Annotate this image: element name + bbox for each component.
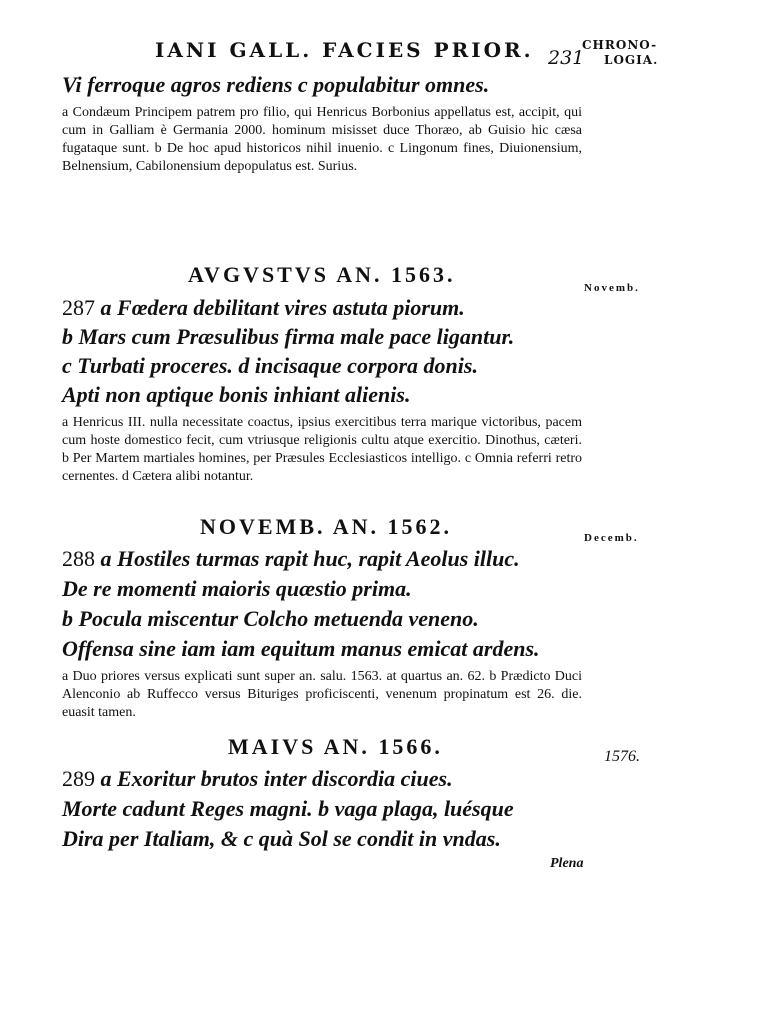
page-number: 231 xyxy=(548,47,585,69)
verse-line: b Mars cum Præsulibus firma male pace ligantur. xyxy=(62,324,515,349)
verse-text: a Fœdera debilitant vires astuta piorum. xyxy=(100,295,465,320)
catchword: Plena xyxy=(550,856,584,871)
margin-chronologia xyxy=(582,38,658,68)
margin-chrono-line-2: LOGIA. xyxy=(604,53,659,67)
margin-year: 1576. xyxy=(604,748,640,765)
verse-text: a Exoritur brutos inter discordia ciues. xyxy=(100,766,453,791)
verse-number: 287 xyxy=(62,295,95,320)
section-heading: MAIVS AN. 1566. xyxy=(228,734,443,759)
verse-line xyxy=(62,766,453,792)
margin-month: Novemb. xyxy=(584,282,640,294)
verse-line: Dira per Italiam, & c quà Sol se condit in vndas. xyxy=(62,826,501,851)
verse-line: c Turbati proceres. d incisaque corpora donis. xyxy=(62,353,478,378)
note-block: a Condæum Principem patrem pro filio, qui Henricus Borbonius appellatus est, accipit, qui cum in Galliam è Germania 2000. hominum misisset duce Thoræo, ab Guisio hic cæsa fugataque sunt. b De hoc apud historicos nihil inuenio. c Lingonum fines, Diuionensium, Belnensium, Cabilonensium depopulatus est. Surius. xyxy=(62,105,582,174)
verse-line: Offensa sine iam iam equitum manus emicat ardens. xyxy=(62,636,540,661)
verse-line: Apti non aptique bonis inhiant alienis. xyxy=(62,382,411,407)
running-head: IANI GALL. FACIES PRIOR. xyxy=(155,38,534,62)
verse-line: b Pocula miscentur Colcho metuenda veneno. xyxy=(62,606,479,631)
margin-chrono-line-1: CHRONO- xyxy=(582,38,658,52)
section-heading: NOVEMB. AN. 1562. xyxy=(200,514,453,539)
verse-number: 289 xyxy=(62,766,95,791)
verse-line: Morte cadunt Reges magni. b vaga plaga, luésque xyxy=(62,796,514,821)
verse-line: De re momenti maioris quæstio prima. xyxy=(62,576,412,601)
verse-line xyxy=(62,546,520,572)
section-heading: AVGVSTVS AN. 1563. xyxy=(188,262,456,287)
note-block: a Duo priores versus explicati sunt super an. salu. 1563. at quartus an. 62. b Prædicto Duci Alenconio ab Ruffecco versus Bituriges proficiscenti, venenum propinatum est 26. die. euasit tamen. xyxy=(62,669,582,720)
verse-number: 288 xyxy=(62,546,95,571)
verse-text: a Hostiles turmas rapit huc, rapit Aeolus illuc. xyxy=(100,546,520,571)
margin-month: Decemb. xyxy=(584,532,639,544)
verse-line: Vi ferroque agros rediens c populabitur omnes. xyxy=(62,72,490,97)
verse-line xyxy=(62,295,465,321)
note-block: a Henricus III. nulla necessitate coactus, ipsius exercitibus terra marique victoribus, pacem cum hoste domestico fecit, cum vtriusque religionis cultu atque exercitio. Dinothus, cæteri. b Per Martem martiales homines, per Præsules Ecclesiasticos intelligo. c Omnia referri retro cernentes. d Cætera alibi notantur. xyxy=(62,415,582,484)
